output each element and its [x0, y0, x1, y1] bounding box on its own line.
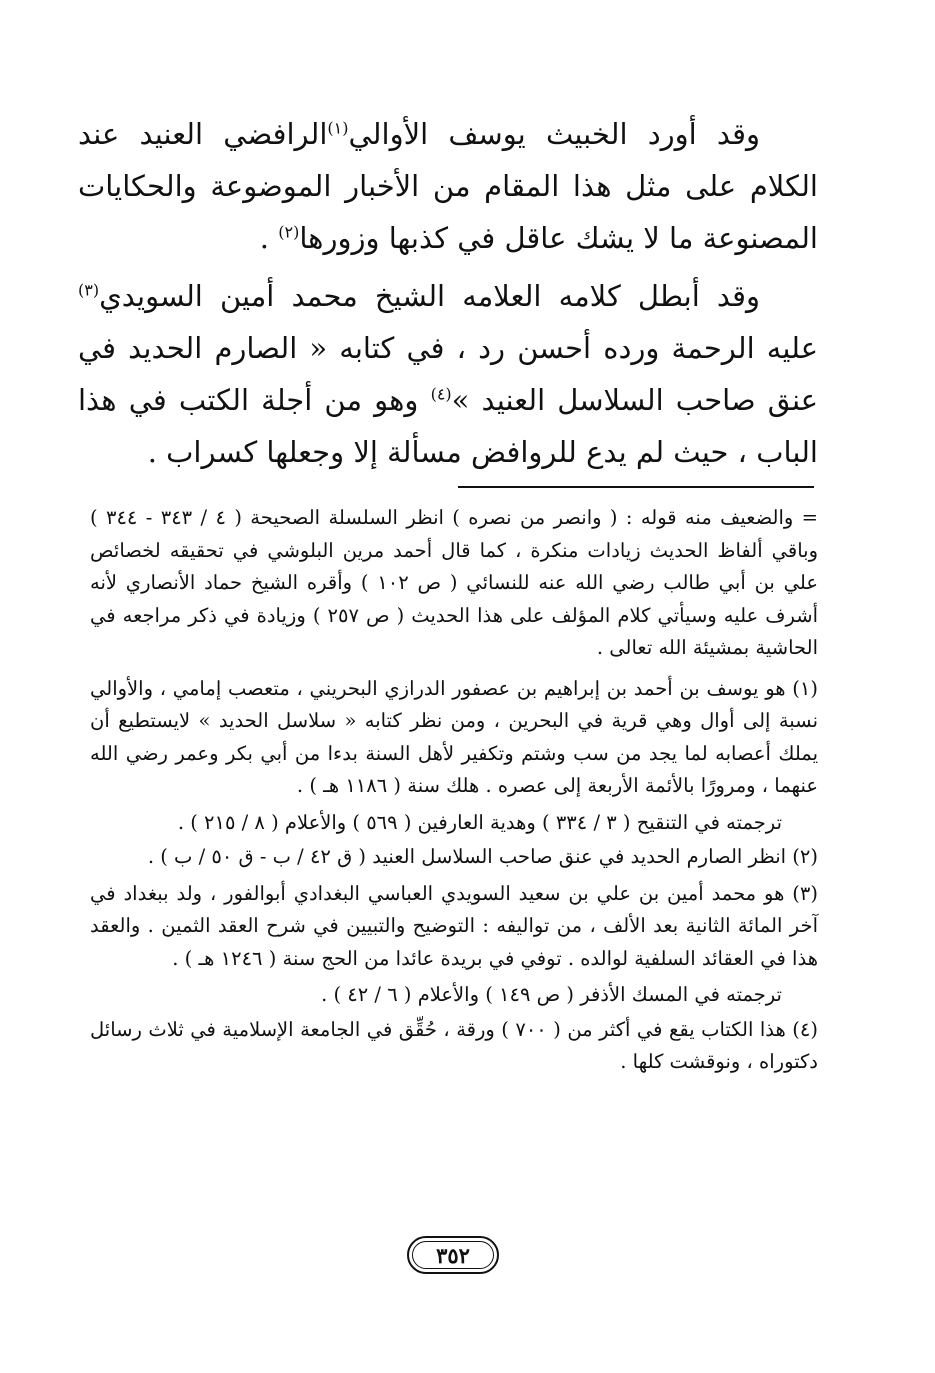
footnote-ref-1: (١): [327, 118, 349, 138]
main-paragraph-1: [78, 108, 818, 264]
footnote-1: (١) هو يوسف بن أحمد بن إبراهيم بن عصفور الدرازي البحريني ، متعصب إمامي ، والأوالي نسبة إلى أوال وهي قرية في البحرين ، ومن نظر كتابه « سلاسل الحديد » لايستطيع أن يملك أعصابه لما يجد من سب وشتم وتكفير لأهل السنة بدءا من أبي بكر وعمر رضي الله عنهما ، ومرورًا بالأئمة الأربعة إلى عصره . هلك سنة ( ١١٨٦ هـ ) .: [90, 676, 818, 797]
main-text-run: الرافضي العنيد عند الكلام على مثل هذا المقام من الأخبار الموضوعة والحكايات المصنوعة ما لا يشك عاقل في كذبها وزورها: [78, 117, 818, 255]
footnote-4: (٤) هذا الكتاب يقع في أكثر من ( ٧٠٠ ) ورقة ، حُقِّق في الجامعة الإسلامية في ثلاث رسائل دكتوراه ، ونوقشت كلها .: [90, 1017, 818, 1073]
footnote-3: (٣) هو محمد أمين بن علي بن سعيد السويدي العباسي البغدادي أبوالفور ، ولد ببغداد في آخر المائة الثانية بعد الألف ، من تواليفه : التوضيح والتبيين في شرح العقد الثمين . والعقد هذا في العقائد السلفية لوالده . توفي في بريدة عائدا من الحج سنة ( ١٢٤٦ هـ ) .: [90, 881, 818, 970]
footnotes: [90, 502, 818, 1083]
main-text-run: وقد أبطل كلامه العلامه الشيخ محمد أمين السويدي: [99, 279, 760, 313]
main-paragraph-2: [78, 270, 818, 478]
footnote-1-reference: ترجمته في التنقيح ( ٣ / ٣٣٤ ) وهدية العارفين ( ٥٦٩ ) والأعلام ( ٨ / ٢١٥ ) .: [177, 810, 782, 834]
footnote-3-reference: ترجمته في المسك الأذفر ( ص ١٤٩ ) والأعلام ( ٦ / ٤٢ ) .: [321, 983, 782, 1006]
page-number: ٣٥٢: [436, 1242, 470, 1268]
main-text-run: وقد أورد الخبيث يوسف الأوالي: [348, 117, 760, 151]
main-text-run: .: [259, 221, 279, 255]
main-text-run: عليه الرحمة ورده أحسن رد ، في كتابه « الصارم الحديد في عنق صاحب السلاسل العنيد »: [78, 331, 818, 417]
footnote-ref-2: (٢): [278, 222, 300, 242]
page-number-frame: [407, 1236, 499, 1274]
footnote-ref-4: (٤): [430, 384, 452, 404]
main-text-run: وهو من أجلة الكتب في هذا الباب ، حيث لم يدع للروافض مسألة إلا وجعلها كسراب .: [78, 383, 818, 469]
footnote-2: (٢) انظر الصارم الحديد في عنق صاحب السلاسل العنيد ( ق ٤٢ / ب - ق ٥٠ / ب ) .: [147, 845, 818, 868]
footnote-ref-3: (٣): [78, 280, 100, 300]
footnote-separator: [458, 486, 814, 488]
footnote-continuation: = والضعيف منه قوله : ( وانصر من نصره ) انظر السلسلة الصحيحة ( ٤ / ٣٤٣ - ٣٤٤ ) وباقي ألفاظ الحديث زيادات منكرة ، كما قال أحمد مرين البلوشي في تحقيقه لخصائص علي بن أبي طالب رضي الله عنه للنسائي ( ص ١٠٢ ) وأقره الشيخ حماد الأنصاري لأنه أشرف عليه وسيأتي كلام المؤلف على هذا الحديث ( ص ٢٥٧ ) وزيادة في ذكر مراجعه في الحاشية بمشيئة الله تعالى .: [90, 506, 818, 659]
main-text: [78, 108, 818, 484]
